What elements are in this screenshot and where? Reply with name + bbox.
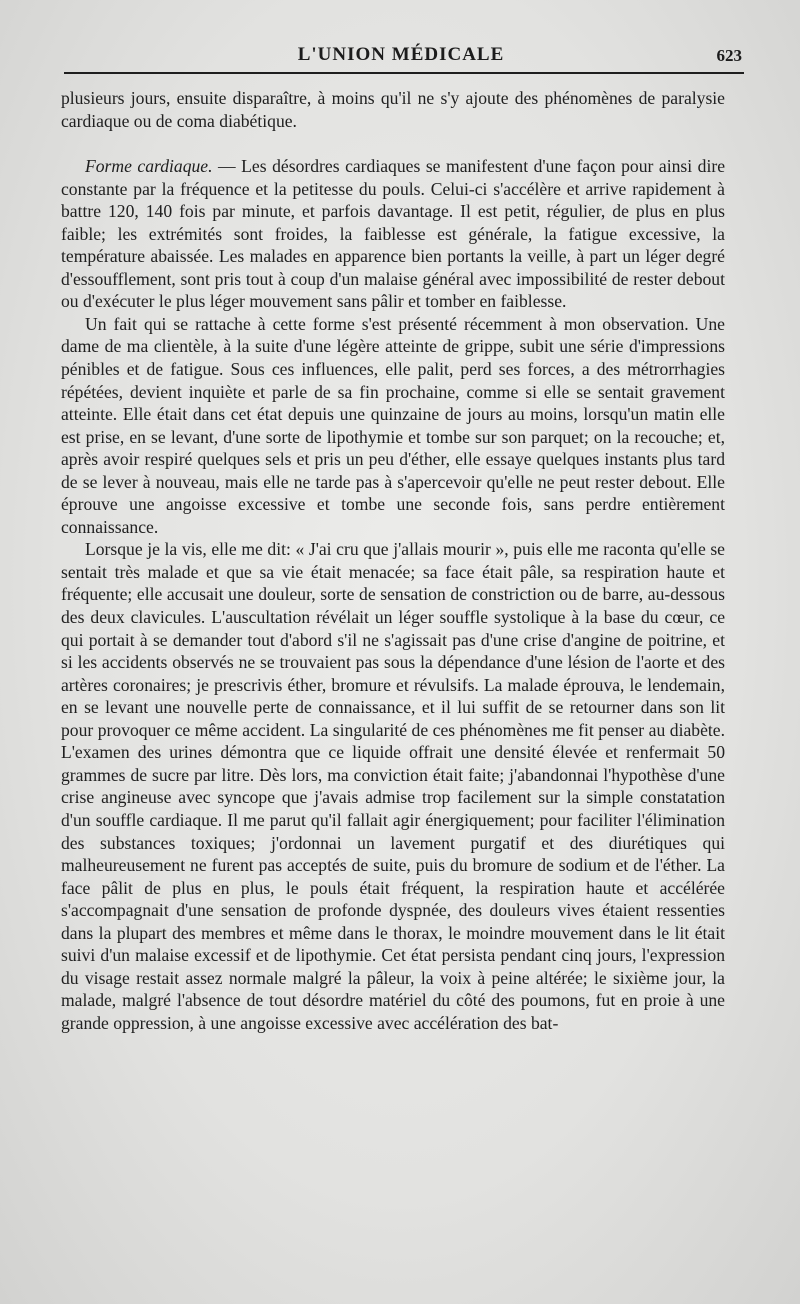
paragraph-consultation [61,538,725,1034]
paragraph-text: Lorsque je la vis, elle me dit: « J'ai cru que j'allais mourir », puis elle me raconta qu'elle se sentait très malade et que sa vie était menacée; sa face était pâle, sa respiration haute et fréquente; elle accusait une douleur, sorte de sensation de constriction ou de barre, au-dessous des deux clavicules. L'auscultation révélait un léger souffle systolique à la base du cœur, ce qui portait à se demander tout d'abord s'il ne s'agissait pas d'une crise d'angine de poitrine, et si les accidents observés ne se trouvaient pas sous la dépendance d'une lésion de l'aorte et des artères coronaires; je prescrivis éther, bromure et révulsifs. La malade éprouva, le lendemain, en se levant une nouvelle perte de connaissance, et il lui suffit de se retourner dans son lit pour provoquer ce même accident. La singularité de ces phénomènes me fit penser au diabète. L'examen des urines démontra que ce liquide offrait une densité élevée et renfermait 50 grammes de sucre par litre. Dès lors, ma conviction était faite; j'abandonnai l'hypothèse d'une crise angineuse avec syncope que j'avais admise trop facilement sur la simple constatation d'un souffle cardiaque. Il me parut qu'il fallait agir énergiquement; pour faciliter l'élimination des substances toxiques; j'ordonnai un lavement purgatif et des diurétiques qui malheureusement ne furent pas acceptés de suite, puis du bromure de sodium et de l'éther. La face pâlit de plus en plus, le pouls était fréquent, la respiration haute et accélérée s'accompagnait d'une sensation de profonde dyspnée, des douleurs vives étaient ressenties dans la plupart des membres et même dans le thorax, le moindre mouvement dans le lit était suivi d'un malaise excessif et de lipothymie. Cet état persista pendant cinq jours, l'expression du visage restait assez normale malgré la pâleur, la voix à peine altérée; le sixième jour, la malade, malgré l'absence de tout désordre matériel du côté des poumons, fut en proie à une grande oppression, à une angoisse excessive avec accélération des bat- [61,539,725,1033]
header-rule [64,72,744,74]
paragraph-text: Un fait qui se rattache à cette forme s'est présenté récemment à mon observation. Une dame de ma clientèle, à la suite d'une légère atteinte de grippe, subit une série d'impressions pénibles et de fatigue. Sous ces influences, elle palit, perd ses forces, a des métrorrhagies répétées, devient inquiète et parle de sa fin prochaine, comme si elle se sentait gravement atteinte. Elle était dans cet état depuis une quinzaine de jours au moins, lorsqu'un matin elle est prise, en se levant, d'une sorte de lipothymie et tombe sur son parquet; on la recouche; et, après avoir respiré quelques sels et pris un peu d'éther, elle essaye quelques instants plus tard de se lever à nouveau, mais elle ne tarde pas à s'apercevoir qu'elle ne peut rester debout. Elle éprouve une angoisse excessive et tombe une seconde fois, sans perdre entièrement connaissance. [61,313,725,537]
body-text [61,87,725,1034]
section-title: Forme cardiaque. [85,156,213,177]
paragraph-text: — Les désordres cardiaques se manifestent d'une façon pour ainsi dire constante par la fréquence et la petitesse du pouls. Celui-ci s'accélère et arrive rapidement à battre 120, 140 fois par minute, et parfois davantage. Il est petit, régulier, de plus en plus faible; les extrémités sont froides, la faiblesse est générale, la fatigue excessive, la température abaissée. Les malades en apparence bien portants la veille, à part un léger degré d'essoufflement, sont pris tout à coup d'un malaise général avec impossibilité de rester debout ou d'exécuter le plus léger mouvement sans pâlir et tomber en faiblesse. [61,156,725,312]
paragraph-observation [61,313,725,538]
paragraph-text: plusieurs jours, ensuite disparaître, à moins qu'il ne s'y ajoute des phénomènes de paralysie cardiaque ou de coma diabétique. [61,88,725,131]
page-number: 623 [716,46,742,65]
paragraph-forme-cardiaque [61,155,725,313]
running-title: L'UNION MÉDICALE [297,44,505,65]
paragraph-continuation [61,87,725,132]
page-header [60,42,742,70]
